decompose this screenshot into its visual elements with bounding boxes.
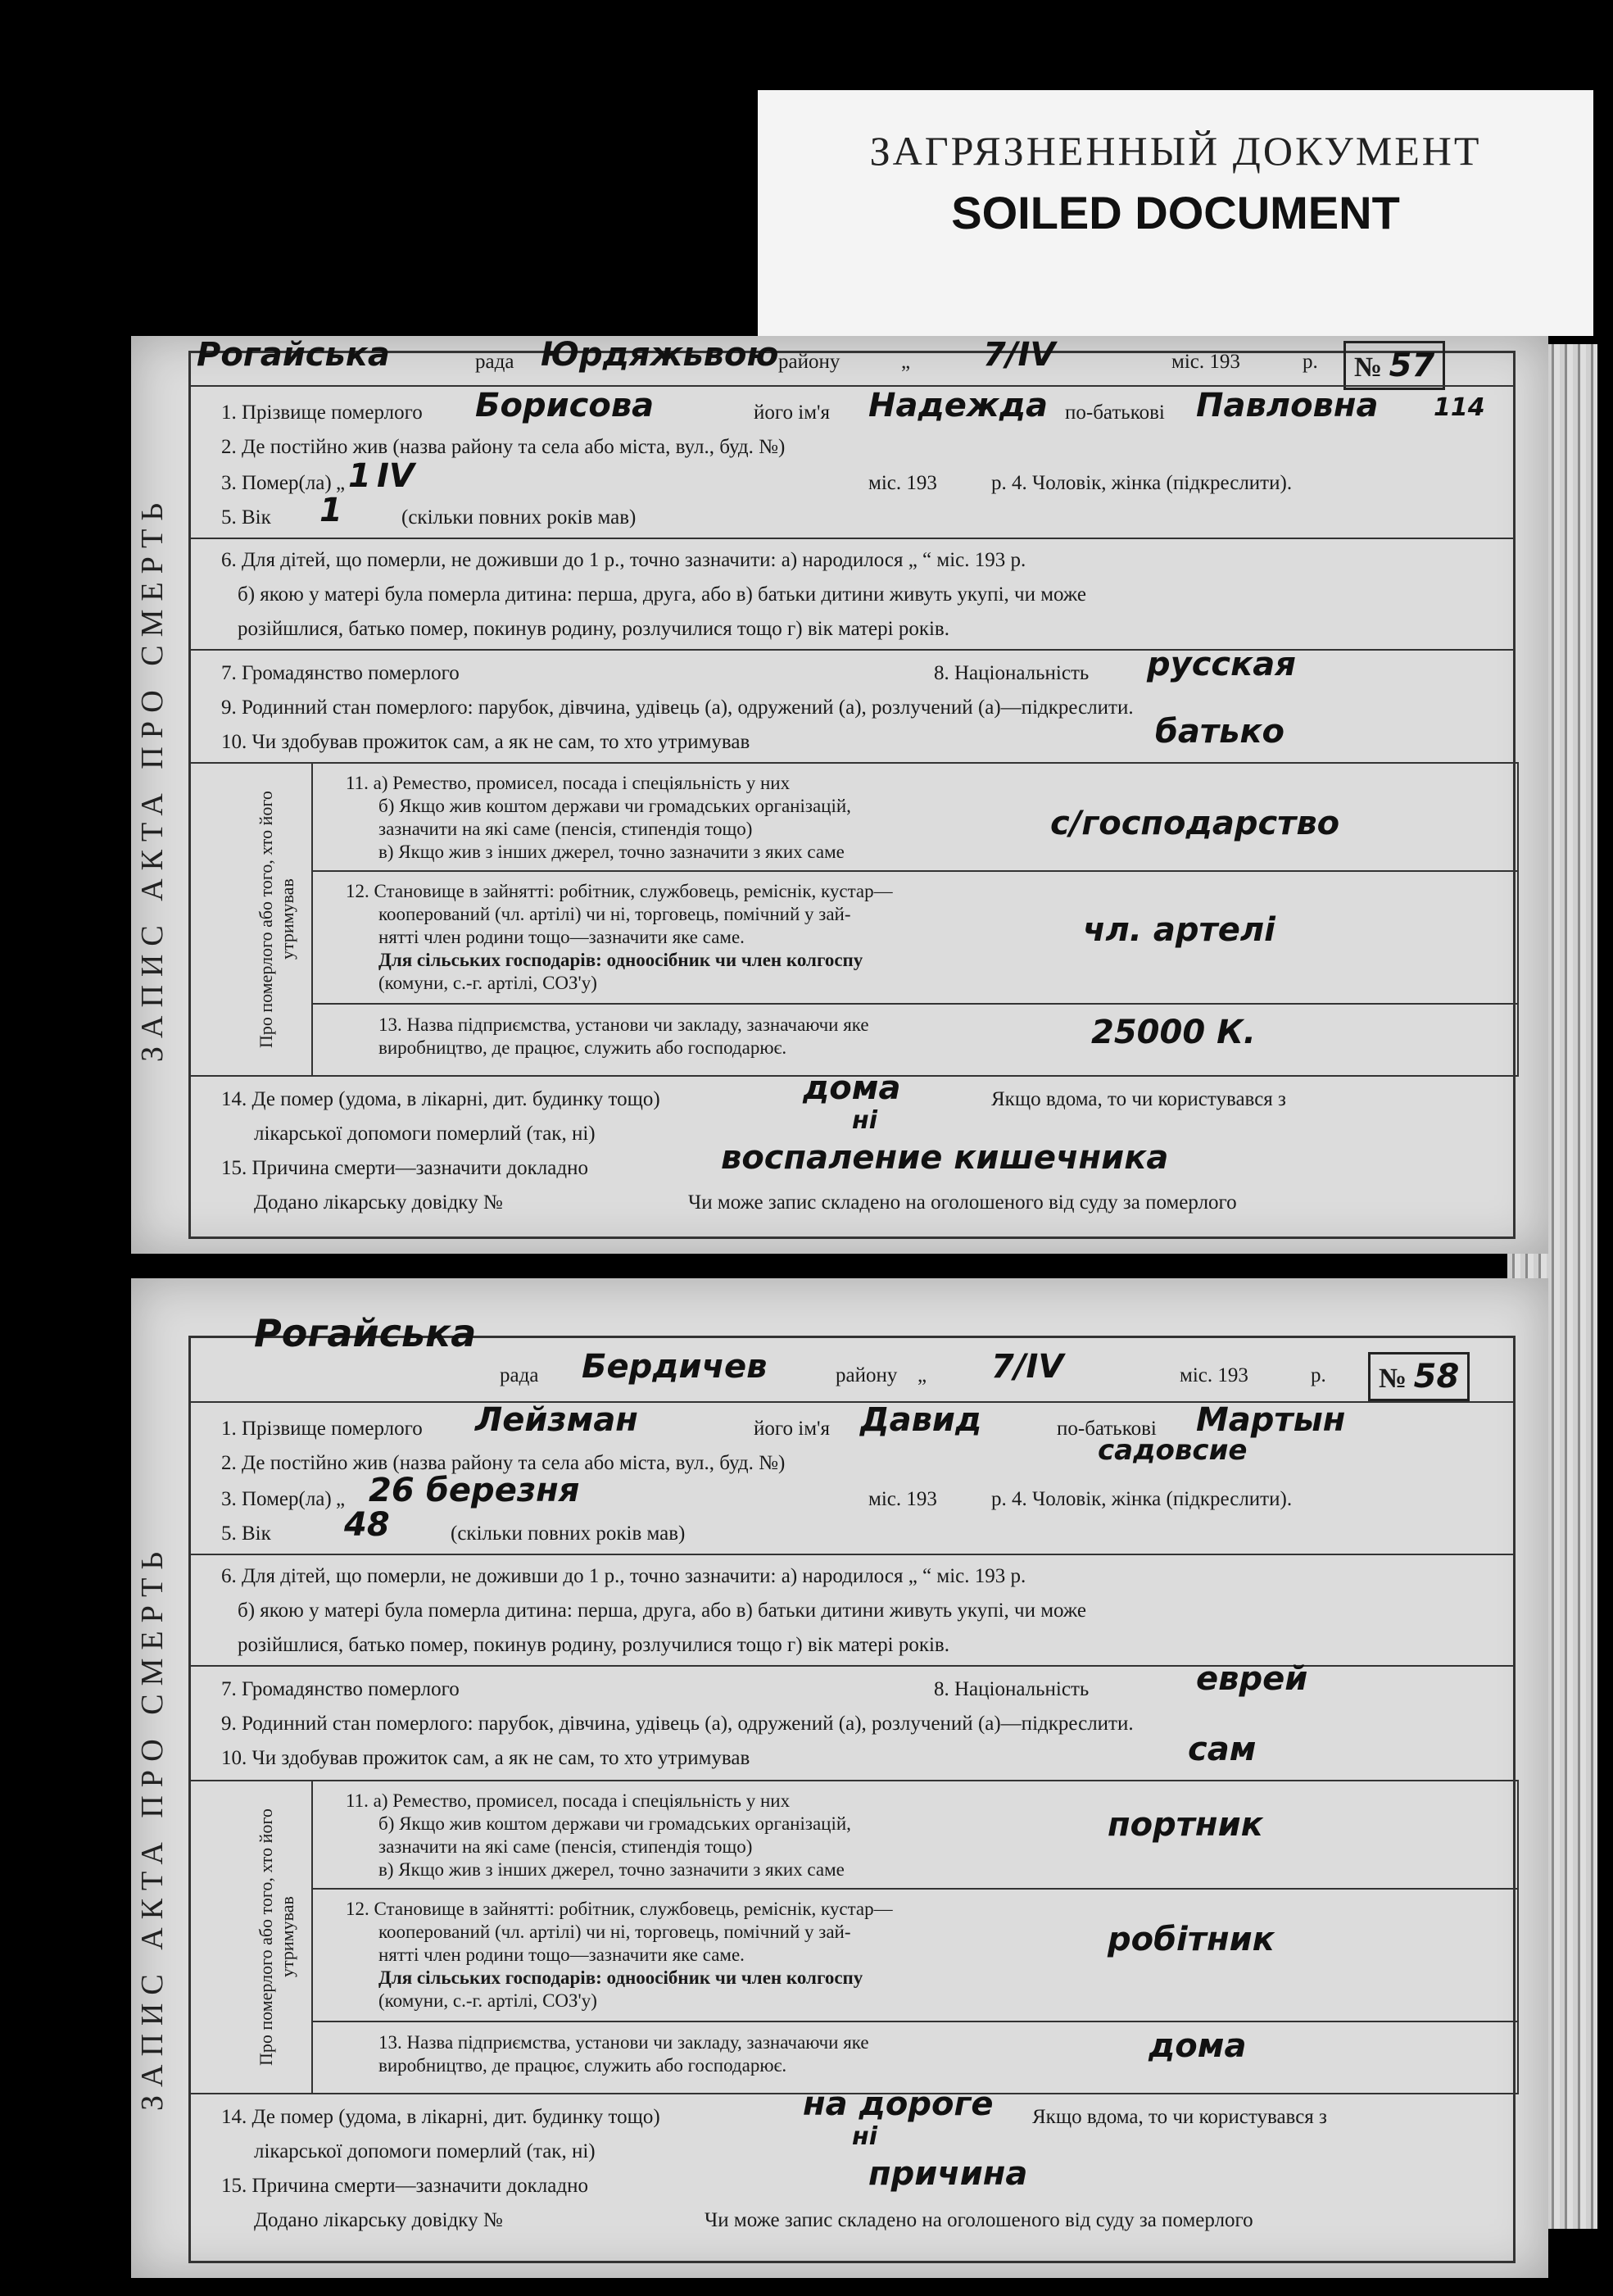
enterprise-l13-b: виробництво, де працює, служить або господарює. [378, 2055, 787, 2076]
record-number: 58 [1413, 1358, 1460, 1395]
divider-1 [188, 538, 1516, 539]
occupation-l11-d: в) Якщо жив з інших джерел, точно зазначити з яких саме [378, 842, 845, 862]
cause-value: причина [868, 2155, 1028, 2193]
cause-label: 15. Причина смерти—зазначити докладно [221, 1157, 588, 1179]
year-suffix: р. [1303, 351, 1318, 373]
raion-value: Юрдяжьвою [541, 336, 779, 374]
child-line-a: 6. Для дітей, що померли, не доживши до 1 р., точно зазначити: а) народилося „ “ міс. 193 р. [221, 1565, 1026, 1587]
quote-mark: „ [918, 1364, 927, 1386]
extra-number: 114 [1434, 393, 1485, 422]
day-value: 7/IV [983, 336, 1056, 374]
medical-help-label: лікарської допомоги померлий (так, ні) [254, 2140, 596, 2162]
medical-help-value: ні [852, 2122, 878, 2151]
record-number-box [1368, 1352, 1470, 1401]
death-quote: „ [336, 1488, 346, 1510]
year-suffix: р. [1311, 1364, 1326, 1386]
rada-value: Рогайська [254, 1311, 477, 1355]
cause-label: 15. Причина смерти—зазначити докладно [221, 2175, 588, 2197]
position-l12-d: Для сільських господарів: одноосібник чи член колгоспу [378, 1967, 863, 1988]
enterprise-value: 25000 К. [1091, 1014, 1256, 1051]
month-label: міс. 193 [1171, 351, 1240, 373]
child-line-c: розійшлися, батько помер, покинув родину, розлучилися тощо г) вік матері років. [238, 1634, 949, 1656]
certificate-label: Додано лікарську довідку № [254, 2209, 503, 2231]
record-number: 57 [1389, 347, 1435, 384]
nationality-label: 8. Національність [934, 1678, 1090, 1700]
enterprise-value: дома [1149, 2027, 1247, 2065]
death-month-value: IV [377, 457, 415, 495]
medical-help-label: лікарської допомоги померлий (так, ні) [254, 1123, 596, 1145]
nationality-label: 8. Національність [934, 662, 1090, 684]
stamp-russian: ЗАГРЯЗНЕННЫЙ ДОКУМЕНТ [869, 128, 1482, 174]
death-date-label: 3. Помер(ла) [221, 472, 332, 494]
death-place-label: 14. Де помер (удома, в лікарні, дит. будинку тощо) [221, 1088, 660, 1110]
raion-label: району [836, 1364, 898, 1386]
rada-label: рада [500, 1364, 539, 1386]
death-place-value: дома [803, 1069, 901, 1107]
occupation-l11-c: зазначити на які саме (пенсія, стипендія тощо) [378, 1836, 753, 1857]
death-month-label: міс. 193 [868, 1488, 937, 1510]
breadwinner-value: сам [1188, 1731, 1257, 1768]
patronymic-value: Павловна [1196, 387, 1379, 424]
cause-value: воспаление кишечника [721, 1139, 1169, 1177]
position-l12-b: кооперований (чл. артілі) чи ні, торговець, помічний у зай- [378, 1922, 851, 1942]
residence-label: 2. Де постійно жив (назва району та села або міста, вул., буд. №) [221, 1452, 786, 1474]
divider-1 [188, 1554, 1516, 1555]
name-label: його ім'я [754, 1418, 831, 1440]
age-label: 5. Вік [221, 506, 271, 529]
marital-label: 9. Родинний стан померлого: парубок, дівчина, удівець (а), одружений (а), розлучений (а)—підкреслити. [221, 697, 1134, 719]
month-label: міс. 193 [1180, 1364, 1248, 1386]
position-value: чл. артелі [1083, 911, 1275, 949]
enterprise-l13-b: виробництво, де працює, служить або господарює. [378, 1037, 787, 1058]
position-l12-a: 12. Становище в зайнятті: робітник, службовець, реміснік, кустар— [346, 881, 893, 901]
occupation-block [188, 762, 1519, 1077]
name-value: Надежда [868, 387, 1049, 424]
sex-label: р. 4. Чоловік, жінка (підкреслити). [991, 1488, 1293, 1510]
sub-divider-2 [311, 1003, 1517, 1005]
form-vertical-label: ЗАПИС АКТА ПРО СМЕРТЬ [135, 1543, 170, 2112]
occupation-l11-c: зазначити на які саме (пенсія, стипендія тощо) [378, 819, 753, 839]
position-l12-b: кооперований (чл. артілі) чи ні, торговець, помічний у зай- [378, 904, 851, 924]
position-l12-c: нятті член родини тощо—зазначити яке саме. [378, 927, 745, 947]
position-l12-d: Для сільських господарів: одноосібник чи член колгоспу [378, 950, 863, 970]
day-value: 7/IV [991, 1348, 1064, 1386]
occupation-value: с/господарство [1050, 805, 1340, 842]
home-death-label: Якщо вдома, то чи користувався з [1032, 2106, 1327, 2128]
sex-label: р. 4. Чоловік, жінка (підкреслити). [991, 472, 1293, 494]
name-value: Давид [860, 1401, 982, 1439]
death-place-label: 14. Де помер (удома, в лікарні, дит. будинку тощо) [221, 2106, 660, 2128]
stamp-english: SOILED DOCUMENT [951, 187, 1400, 238]
death-day-value: 1 [348, 457, 371, 495]
number-sign: № [1354, 352, 1383, 383]
age-hint: (скільки повних років мав) [401, 506, 637, 529]
death-date-label: 3. Помер(ла) [221, 1488, 332, 1510]
occupation-l11-b: б) Якщо жив коштом держави чи громадських організацій, [378, 796, 851, 816]
raion-label: району [778, 351, 840, 373]
surname-label: 1. Прізвище померлого [221, 1418, 423, 1440]
child-line-b: б) якою у матері була померла дитина: перша, друга, або в) батьки дитини живуть укупі, чи може [238, 1599, 1086, 1622]
nationality-value: еврей [1196, 1660, 1308, 1698]
child-line-a: 6. Для дітей, що померли, не доживши до 1 р., точно зазначити: а) народилося „ “ міс. 193 р. [221, 549, 1026, 571]
court-label: Чи може запис складено на оголошеного від суду за померлого [688, 1191, 1237, 1214]
marital-label: 9. Родинний стан померлого: парубок, дівчина, удівець (а), одружений (а), розлучений (а)—підкреслити. [221, 1713, 1134, 1735]
occupation-l11-a: 11. а) Ремество, промисел, посада і спеціяльність у них [346, 1790, 791, 1811]
court-label: Чи може запис складено на оголошеного від суду за померлого [705, 2209, 1253, 2231]
child-line-c: розійшлися, батько помер, покинув родину, розлучилися тощо г) вік матері років. [238, 618, 949, 640]
form-vertical-label: ЗАПИС АКТА ПРО СМЕРТЬ [135, 494, 170, 1063]
occupation-l11-d: в) Якщо жив з інших джерел, точно зазначити з яких саме [378, 1859, 845, 1880]
raion-value: Бердичев [582, 1348, 768, 1386]
breadwinner-value: батько [1155, 713, 1285, 751]
age-label: 5. Вік [221, 1522, 271, 1545]
breadwinner-label: 10. Чи здобував прожиток сам, а як не сам, то хто утримував [221, 1747, 750, 1769]
surname-value: Лейзман [475, 1401, 638, 1439]
rada-label: рада [475, 351, 514, 373]
death-month-label: міс. 193 [868, 472, 937, 494]
enterprise-l13-a: 13. Назва підприємства, установи чи закладу, зазначаючи яке [378, 1014, 869, 1035]
death-record-card-2 [131, 1278, 1548, 2278]
occupation-value: портник [1108, 1806, 1263, 1844]
age-value: 1 [319, 492, 342, 529]
child-line-b: б) якою у матері була померла дитина: перша, друга, або в) батьки дитини живуть укупі, чи може [238, 583, 1086, 606]
death-place-value: на дороге [803, 2085, 994, 2123]
surname-value: Борисова [475, 387, 655, 424]
citizenship-label: 7. Громадянство померлого [221, 662, 460, 684]
death-day-value: 26 [369, 1472, 415, 1509]
occupation-side-label: Про померлого або того, хто його утримував [256, 791, 297, 1048]
enterprise-l13-a: 13. Назва підприємства, установи чи закладу, зазначаючи яке [378, 2032, 869, 2053]
side-divider [311, 764, 313, 1075]
occupation-side-label: Про померлого або того, хто його утримував [256, 1808, 297, 2066]
soiled-document-stamp [758, 90, 1593, 336]
position-value: робітник [1108, 1921, 1275, 1958]
occupation-block [188, 1780, 1519, 2094]
medical-help-value: ні [852, 1106, 878, 1135]
surname-label: 1. Прізвище померлого [221, 402, 423, 424]
number-sign: № [1379, 1364, 1407, 1394]
certificate-label: Додано лікарську довідку № [254, 1191, 503, 1214]
quote-mark: „ [901, 351, 911, 373]
position-l12-e: (комуни, с.-г. артілі, СОЗ'у) [378, 1990, 597, 2011]
sub-divider-2 [311, 2021, 1517, 2022]
breadwinner-label: 10. Чи здобував прожиток сам, а як не сам, то хто утримував [221, 731, 750, 753]
sub-divider-1 [311, 870, 1517, 872]
position-l12-a: 12. Становище в зайнятті: робітник, службовець, реміснік, кустар— [346, 1899, 893, 1919]
occupation-l11-a: 11. а) Ремество, промисел, посада і спеціяльність у них [346, 773, 791, 793]
divider-2 [188, 1665, 1516, 1667]
death-record-card-1 [131, 336, 1548, 1254]
patronymic-label: по-батькові [1057, 1418, 1157, 1440]
occupation-l11-b: б) Якщо жив коштом держави чи громадських організацій, [378, 1813, 851, 1834]
nationality-value: русская [1147, 646, 1296, 683]
side-divider [311, 1781, 313, 2093]
name-label: його ім'я [754, 402, 831, 424]
death-month-value: березня [426, 1472, 580, 1509]
rada-value: Рогайська [197, 336, 390, 374]
sub-divider-1 [311, 1888, 1517, 1890]
residence-value: садовсие [1098, 1434, 1248, 1467]
position-l12-c: нятті член родини тощо—зазначити яке саме. [378, 1944, 745, 1965]
death-quote: „ [336, 472, 346, 494]
home-death-label: Якщо вдома, то чи користувався з [991, 1088, 1286, 1110]
divider-2 [188, 649, 1516, 651]
record-number-box [1343, 341, 1445, 390]
residence-label: 2. Де постійно жив (назва району та села або міста, вул., буд. №) [221, 436, 786, 458]
position-l12-e: (комуни, с.-г. артілі, СОЗ'у) [378, 973, 597, 993]
age-value: 48 [344, 1506, 390, 1544]
citizenship-label: 7. Громадянство померлого [221, 1678, 460, 1700]
age-hint: (скільки повних років мав) [451, 1522, 686, 1545]
patronymic-label: по-батькові [1065, 402, 1165, 424]
patronymic-value: Мартын [1196, 1401, 1346, 1439]
